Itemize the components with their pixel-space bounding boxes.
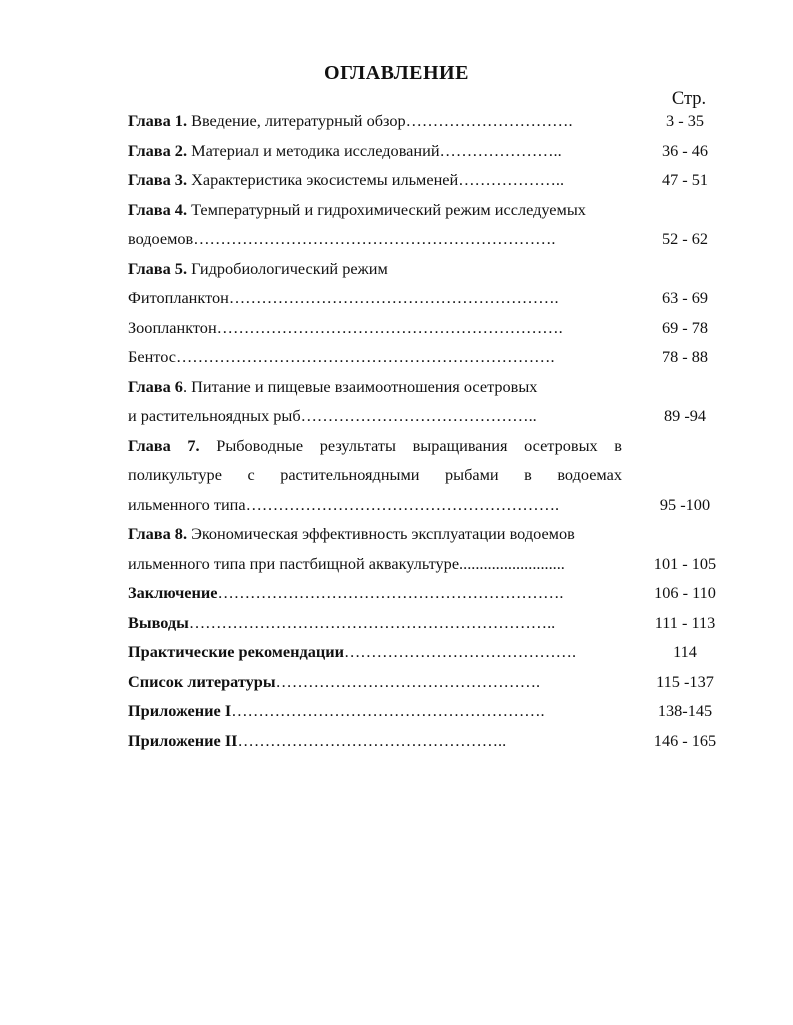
leader-dots: …………………………………………. <box>275 672 541 691</box>
chapter-title: Характеристика экосистемы ильменей <box>187 170 459 189</box>
leader-dots: …………………………………………………. <box>231 701 545 720</box>
leader-dots: …………………………………………………………. <box>193 229 556 248</box>
page-title: ОГЛАВЛЕНИЕ <box>324 62 469 84</box>
chapter-title-cont: и растительноядных рыб <box>128 406 301 425</box>
toc-entry-chapter-7-cont <box>128 465 622 485</box>
toc-entry-chapter-1 <box>128 111 573 131</box>
chapter-title-word: рыбами <box>445 465 499 484</box>
toc-entry-chapter-3 <box>128 170 564 190</box>
chapter-label: Глава 2. <box>128 141 188 160</box>
leader-dots: …………………………………….. <box>300 406 537 425</box>
chapter-label: Глава 4. <box>128 200 188 219</box>
section-title: Зоопланктон <box>128 318 217 337</box>
leader-dots: ……………….. <box>458 170 565 189</box>
section-title: Бентос <box>128 347 176 366</box>
section-label: Приложение I <box>128 701 232 720</box>
toc-entry-benthos <box>128 347 555 367</box>
toc-page-range: 63 - 69 <box>661 288 709 307</box>
chapter-label: Глава 8. <box>128 524 188 543</box>
toc-entry-chapter-4 <box>128 200 586 220</box>
chapter-label: Глава 3. <box>128 170 188 189</box>
toc-page-range: 47 - 51 <box>661 170 709 189</box>
toc-entry-bibliography <box>128 672 540 692</box>
chapter-label: Глава 7. <box>128 436 200 455</box>
toc-entry-chapter-2 <box>128 141 562 161</box>
chapter-label: Глава 6 <box>128 377 183 396</box>
toc-entry-chapter-7-end <box>128 495 559 515</box>
leader-dots: …………………………. <box>405 111 573 130</box>
chapter-title: Температурный и гидрохимический режим исследуемых <box>187 200 586 219</box>
chapter-title: Экономическая эффективность эксплуатации водоемов <box>187 524 575 543</box>
toc-entry-findings <box>128 613 555 633</box>
chapter-title-word: водоемах <box>557 465 622 484</box>
toc-page-range: 95 -100 <box>659 495 711 514</box>
toc-entry-zooplankton <box>128 318 563 338</box>
toc-entry-appendix-1 <box>128 701 545 721</box>
chapter-label: Глава 1. <box>128 111 188 130</box>
leader-dots: .......................... <box>459 554 565 573</box>
chapter-title: . Питание и пищевые взаимоотношения осетровых <box>182 377 538 396</box>
leader-dots: ………………………………………………………. <box>216 318 563 337</box>
toc-entry-recommendations <box>128 642 576 662</box>
section-title: Фитопланктон <box>128 288 229 307</box>
chapter-title-cont: водоемов <box>128 229 194 248</box>
toc-page-range: 111 - 113 <box>654 613 716 632</box>
leader-dots: …………………………………………………. <box>245 495 560 514</box>
section-label: Практические рекомендации <box>128 642 345 661</box>
toc-page-range: 52 - 62 <box>661 229 709 248</box>
chapter-title-cont: ильменного типа <box>128 495 246 514</box>
leader-dots: ……………………………………………………. <box>228 288 559 307</box>
leader-dots: ……………………………………. <box>344 642 577 661</box>
toc-page-range: 106 - 110 <box>654 583 716 602</box>
toc-page-range: 89 -94 <box>663 406 707 425</box>
leader-dots: ………………………………………….. <box>237 731 507 750</box>
toc-page-range: 138-145 <box>657 701 713 720</box>
section-label: Выводы <box>128 613 189 632</box>
toc-entry-chapter-6-cont <box>128 406 537 426</box>
toc-entry-chapter-8 <box>128 524 575 544</box>
chapter-title-word: с <box>247 465 255 484</box>
section-label: Список литературы <box>128 672 276 691</box>
toc-entry-conclusion <box>128 583 563 603</box>
chapter-title: Гидробиологический режим <box>187 259 388 278</box>
toc-page-range: 115 -137 <box>656 672 714 691</box>
chapter-label: Глава 5. <box>128 259 188 278</box>
chapter-title: Рыбоводные результаты выращивания осетровых в <box>216 436 622 455</box>
section-label: Заключение <box>128 583 218 602</box>
chapter-title: Введение, литературный обзор <box>187 111 406 130</box>
toc-page-range: 69 - 78 <box>661 318 709 337</box>
leader-dots: ……………………………………………………………. <box>175 347 555 366</box>
chapter-title-cont: ильменного типа при пастбищной аквакультуре <box>128 554 460 573</box>
toc-entry-chapter-6 <box>128 377 537 397</box>
chapter-title: Материал и методика исследований <box>187 141 440 160</box>
toc-entry-chapter-4-cont <box>128 229 556 249</box>
chapter-title-word: в <box>524 465 532 484</box>
leader-dots: ………………………………………………………….. <box>188 613 556 632</box>
page-column-header: Стр. <box>671 89 707 109</box>
toc-page-range: 101 - 105 <box>653 554 717 573</box>
toc-entry-phytoplankton <box>128 288 559 308</box>
toc-page-range: 36 - 46 <box>661 141 709 160</box>
chapter-title-word: растительноядными <box>280 465 420 484</box>
toc-entry-chapter-7 <box>128 436 622 456</box>
toc-page-range: 146 - 165 <box>653 731 717 750</box>
toc-entry-appendix-2 <box>128 731 506 751</box>
chapter-title-word: поликультуре <box>128 465 222 484</box>
toc-entry-chapter-5 <box>128 259 388 279</box>
section-label: Приложение II <box>128 731 238 750</box>
toc-entry-chapter-8-cont <box>128 554 565 574</box>
toc-page-range: 114 <box>673 642 697 661</box>
leader-dots: ………………….. <box>439 141 562 160</box>
toc-page-range: 3 - 35 <box>666 111 704 130</box>
leader-dots: ………………………………………………………. <box>217 583 564 602</box>
toc-page-range: 78 - 88 <box>661 347 709 366</box>
